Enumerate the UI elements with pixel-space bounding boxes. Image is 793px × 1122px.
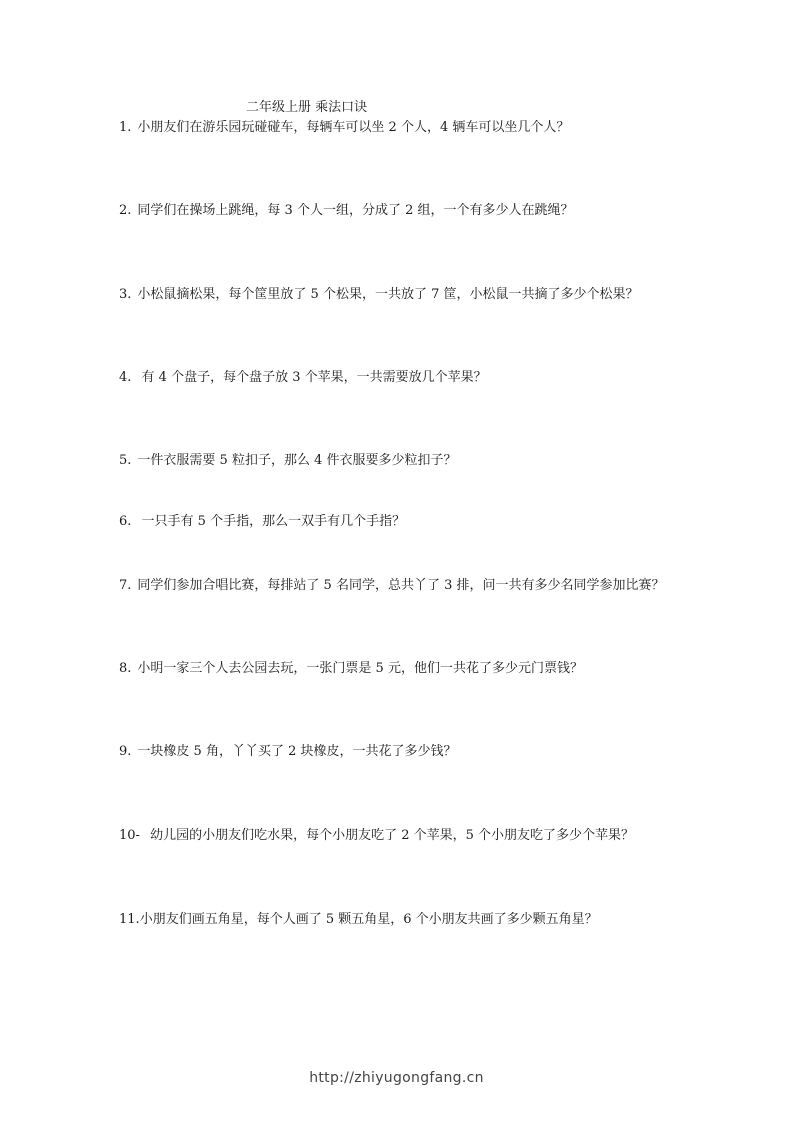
question-number: 6. bbox=[119, 514, 132, 529]
question-text: 一只手有 5 个手指，那么一双手有几个手指？ bbox=[137, 514, 406, 529]
question-11 bbox=[119, 910, 689, 930]
question-text: 小明一家三个人去公园去玩，一张门票是 5 元，他们一共花了多少元门票钱？ bbox=[137, 661, 583, 676]
question-number: 8. bbox=[119, 661, 132, 676]
question-text: 小松鼠摘松果，每个筐里放了 5 个松果，一共放了 7 筐，小松鼠一共摘了多少个松果？ bbox=[137, 287, 639, 302]
question-number: 10- bbox=[119, 828, 140, 843]
question-10 bbox=[119, 826, 689, 846]
question-text: 一件衣服需要 5 粒扣子，那么 4 件衣服要多少粒扣子？ bbox=[137, 453, 457, 468]
question-number: 4. bbox=[119, 370, 132, 385]
question-number: 7. bbox=[119, 578, 132, 593]
question-text: 幼儿园的小朋友们吃水果，每个小朋友吃了 2 个苹果，5 个小朋友吃了多少个苹果？ bbox=[145, 828, 635, 843]
question-text: 小朋友们在游乐园玩碰碰车，每辆车可以坐 2 个人，4 辆车可以坐几个人？ bbox=[137, 120, 570, 135]
question-number: 11. bbox=[119, 912, 140, 927]
question-7 bbox=[119, 576, 679, 596]
question-number: 3. bbox=[119, 287, 132, 302]
question-number: 1. bbox=[119, 120, 132, 135]
question-1 bbox=[119, 118, 689, 138]
question-2 bbox=[119, 201, 689, 221]
question-5 bbox=[119, 451, 689, 471]
question-3 bbox=[119, 285, 689, 305]
question-4 bbox=[119, 368, 689, 388]
question-number: 5. bbox=[119, 453, 132, 468]
question-text: 小朋友们画五角星，每个人画了 5 颗五角星，6 个小朋友共画了多少颗五角星？ bbox=[139, 912, 598, 927]
question-6 bbox=[119, 512, 689, 532]
footer-url[interactable]: http://zhiyugongfang.cn bbox=[309, 1070, 484, 1086]
question-text: 有 4 个盘子，每个盘子放 3 个苹果，一共需要放几个苹果？ bbox=[137, 370, 487, 385]
question-9 bbox=[119, 742, 689, 762]
question-text: 一块橡皮 5 角，丫丫买了 2 块橡皮，一共花了多少钱？ bbox=[137, 744, 457, 759]
question-text: 同学们在操场上跳绳，每 3 个人一组，分成了 2 组，一个有多少人在跳绳？ bbox=[137, 203, 574, 218]
question-8 bbox=[119, 659, 689, 679]
question-text: 同学们参加合唱比赛，每排站了 5 名同学，总共丫了 3 排，问一共有多少名同学参加比赛？ bbox=[137, 578, 665, 593]
question-number: 2. bbox=[119, 203, 132, 218]
page-title: 二年级上册 乘法口诀 bbox=[246, 100, 368, 115]
question-number: 9. bbox=[119, 744, 132, 759]
